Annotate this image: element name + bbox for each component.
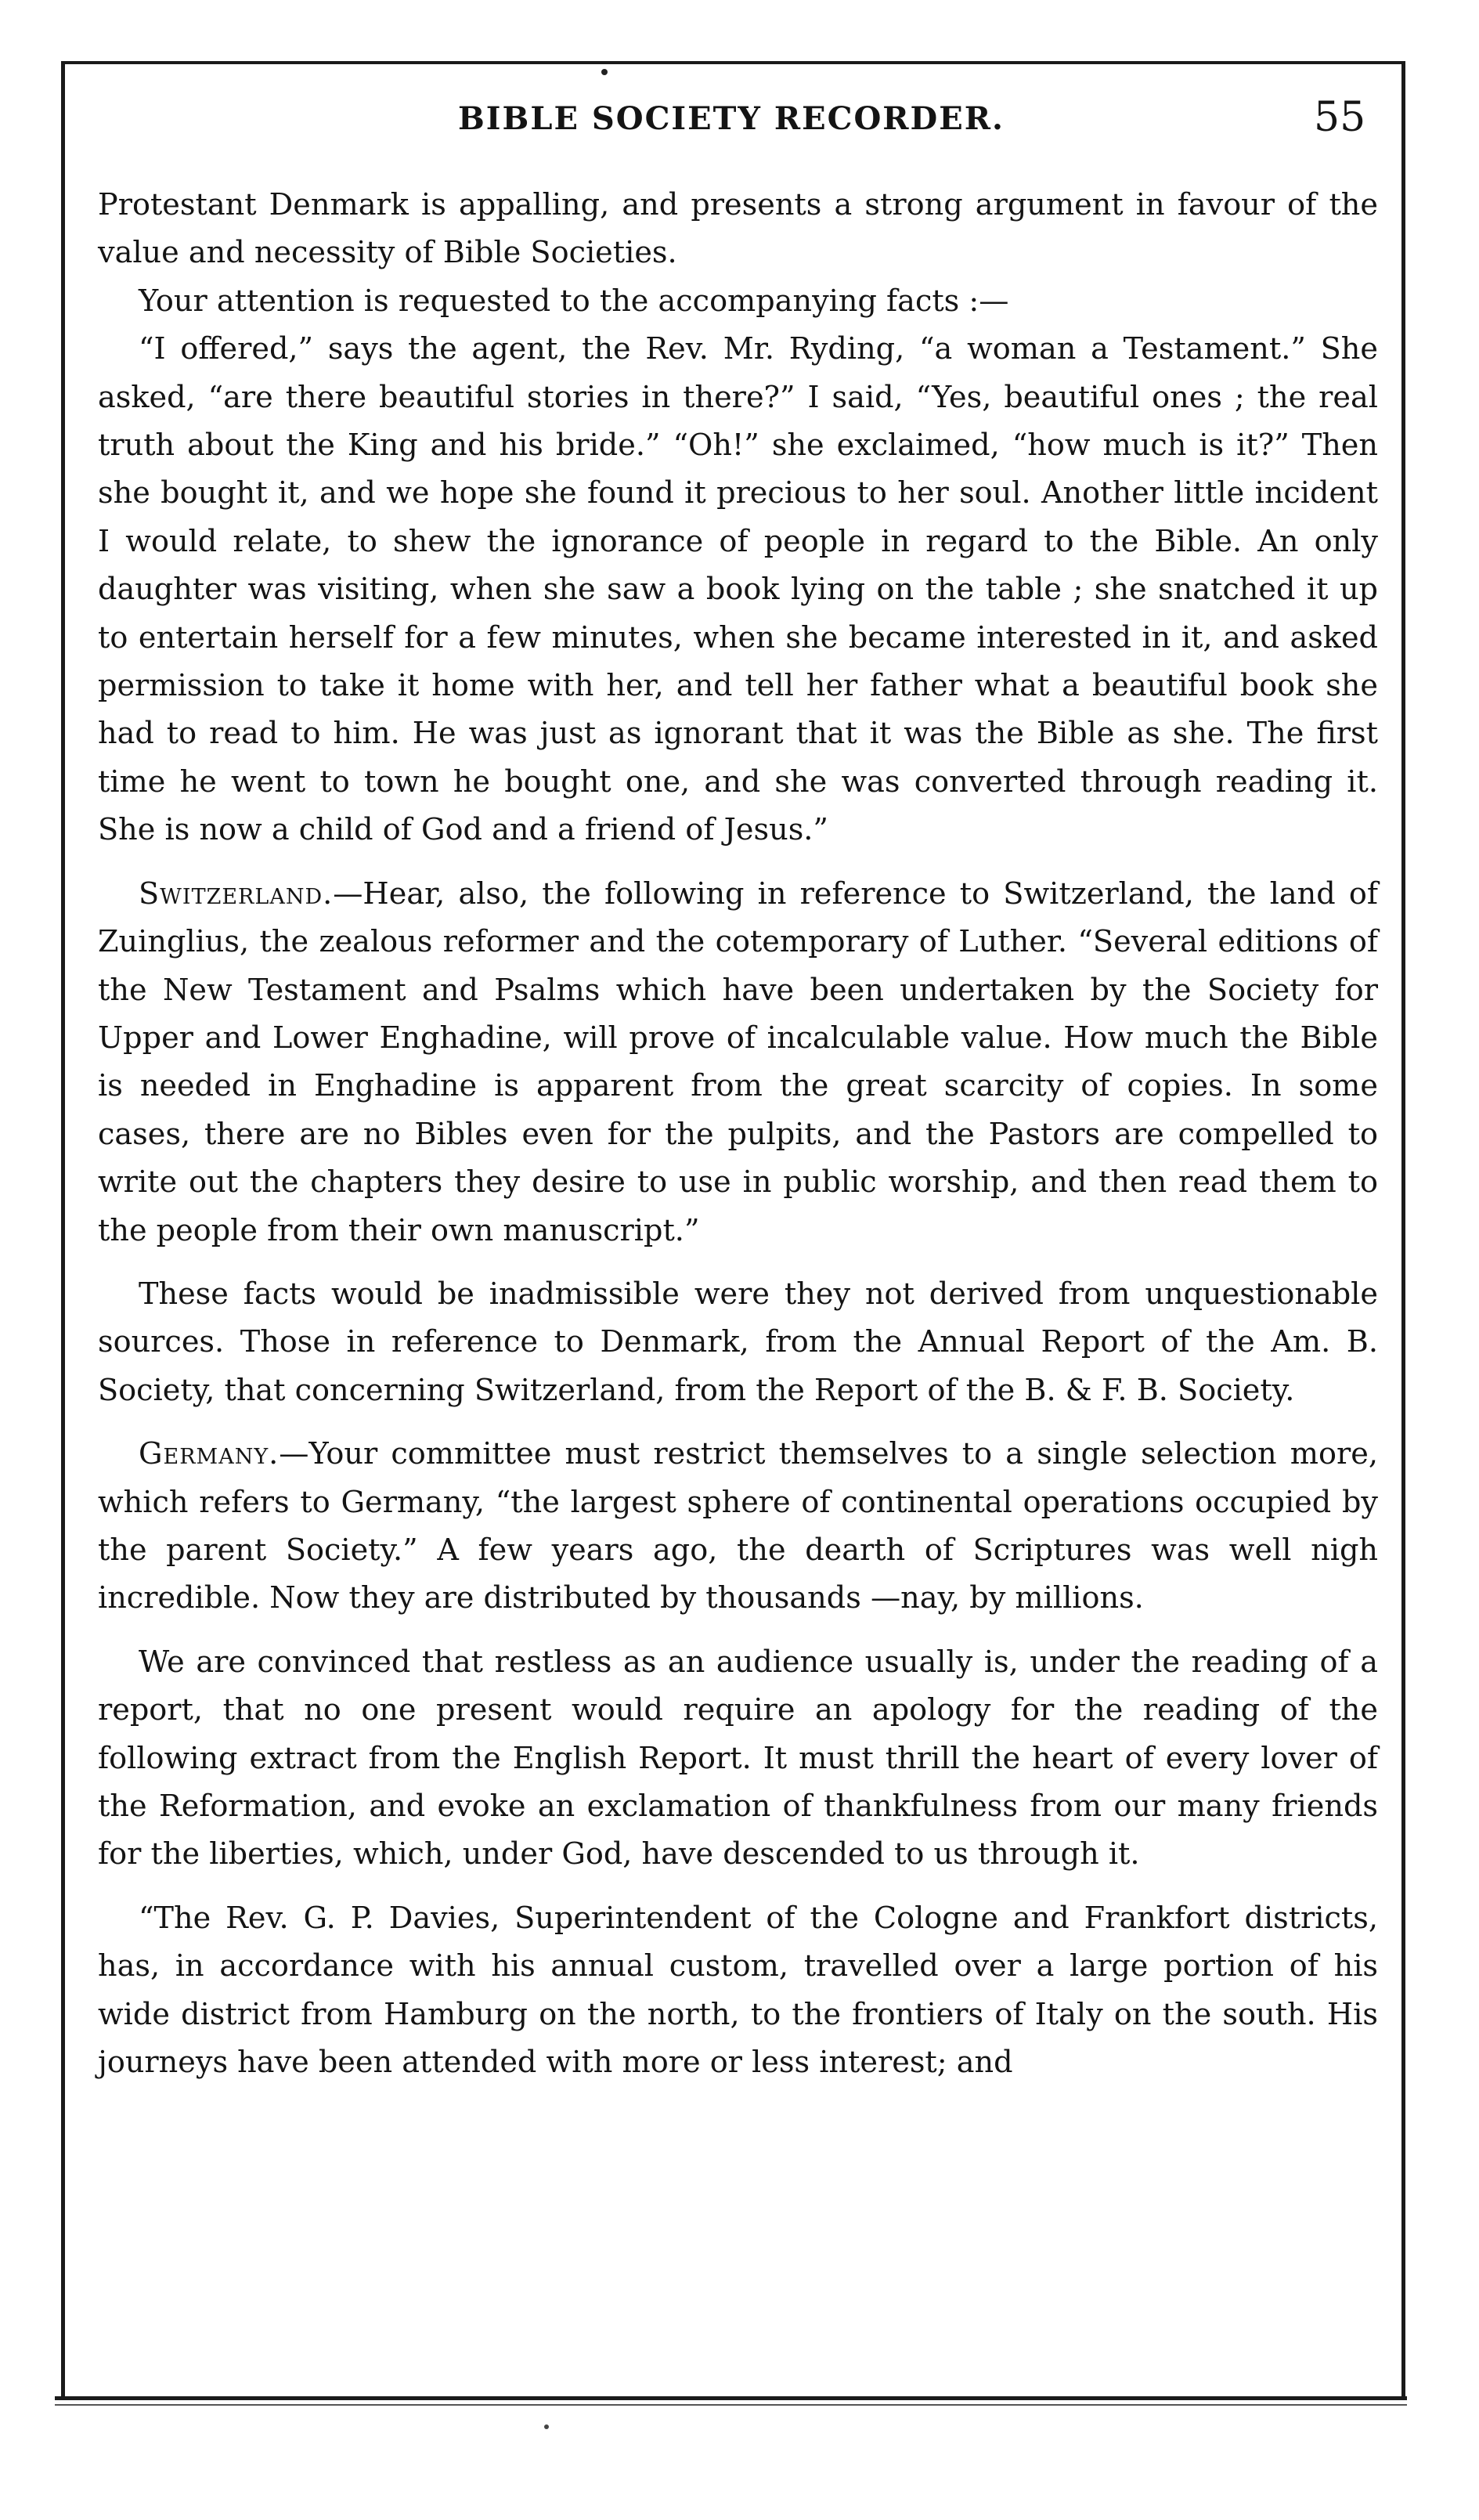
bottom-rule-thin	[55, 2404, 1407, 2406]
page-header	[0, 94, 1479, 157]
section-lead-switzerland: Switzerland.	[139, 876, 334, 912]
paragraph-switzerland-text: —Hear, also, the following in reference to Switzerland, the land of Zuinglius, the zealous reformer and the cotemporary of Luther. “Several editions of the New Testament and Psalms which have been undertaken by the Society for Upper and Lower Enghadine, will prove of incalculable value. How much the Bible is needed in Enghadine is apparent from the great scarcity of copies. In some cases, there are no Bibles even for the pulpits, and the Pastors are compelled to write out the chapters they desire to use in public worship, and then read them to the people from their own manuscript.”	[98, 876, 1378, 1248]
page-number: 55	[1314, 94, 1366, 141]
printer-mark-top	[601, 69, 608, 75]
paragraph-ryding-quote: “I offered,” says the agent, the Rev. Mr. Ryding, “a woman a Testament.” She asked, “are there beautiful stories in there?” I said, “Yes, beautiful ones ; the real truth about the King and his bride.” “Oh!” she exclaimed, “how much is it?” Then she bought it, and we hope she found it precious to her soul. Another little incident I would relate, to shew the ignorance of people in regard to the Bible. An only daughter was visiting, when she saw a book lying on the table ; she snatched it up to entertain herself for a few minutes, when she became interested in it, and asked permission to take it home with her, and tell her father what a beautiful book she had to read to him. He was just as ignorant that it was the Bible as she. The first time he went to town he bought one, and she was converted through reading it. She is now a child of God and a friend of Jesus.”	[98, 332, 1378, 848]
section-lead-germany: Germany.	[139, 1437, 280, 1472]
printer-mark-bottom	[544, 2424, 549, 2429]
paragraph-germany-text: —Your committee must restrict themselves to a single selection more, which refers to Germany, “the largest sphere of continental operations occupied by the parent Society.” A few years ago, the dearth of Scriptures was well nigh incredible. Now they are distributed by thousands —nay, by millions.	[98, 1437, 1378, 1616]
paragraph-english-report: We are convinced that restless as an audience usually is, under the reading of a report, that no one present would require an apology for the reading of the following extract from the English Report. It must thrill the heart of every lover of the Reformation, and evoke an exclamation of thankfulness from our many friends for the liberties, which, under God, have descended to us through it.	[98, 1644, 1378, 1872]
paragraph-switzerland	[98, 871, 1378, 1255]
paragraph-germany	[98, 1431, 1378, 1623]
paragraph-davies-quote: “The Rev. G. P. Davies, Superintendent of the Cologne and Frankfort districts, has, in accordance with his annual custom, travelled over a large portion of his wide district from Hamburg on the north, to the frontiers of Italy on the south. His journeys have been attended with more or less interest; and	[98, 1901, 1378, 2081]
running-head: BIBLE SOCIETY RECORDER.	[458, 100, 1005, 137]
bottom-rule	[55, 2396, 1407, 2400]
paragraph-continuation: Protestant Denmark is appalling, and presents a strong argument in favour of the value and necessity of Bible Societies.	[98, 188, 1378, 271]
body-text	[98, 182, 1378, 2087]
paragraph-attention: Your attention is requested to the accompanying facts :—	[139, 283, 1009, 319]
paragraph-sources: These facts would be inadmissible were they not derived from unquestionable sources. Those in reference to Denmark, from the Annual Report of the Am. B. Society, that concerning Switzerland, from the Report of the B. & F. B. Society.	[98, 1276, 1378, 1408]
